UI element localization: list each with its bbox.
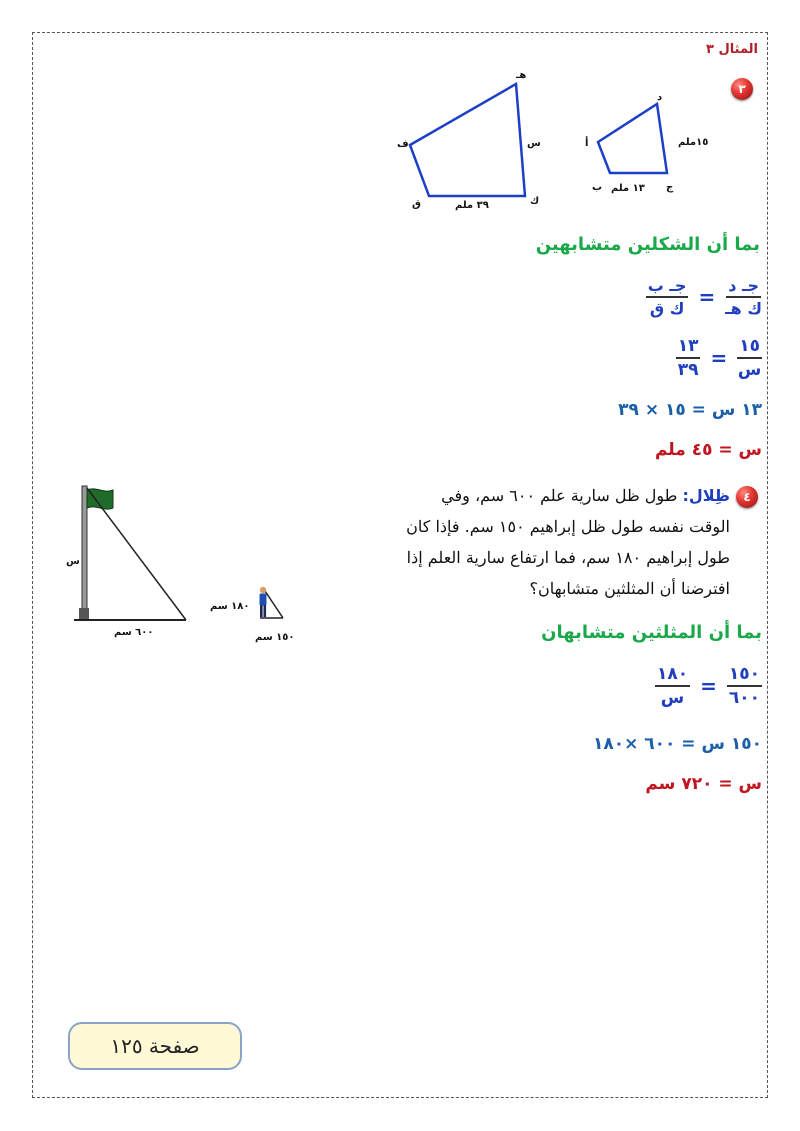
problem-line-3: طول إبراهيم ١٨٠ سم، فما ارتفاع سارية العلم إذا (406, 548, 730, 567)
equals-sign: = (710, 346, 728, 370)
page-number-box (68, 1022, 242, 1070)
vertex-j-label: ج (666, 182, 674, 193)
problem-text (310, 480, 730, 604)
pole-height-label: س (66, 556, 80, 567)
pole-shadow-hypotenuse (87, 488, 186, 620)
small-quadrilateral (598, 104, 667, 173)
problem-line-1: طول ظل سارية علم ٦٠٠ سم، وفي (441, 486, 678, 505)
large-quadrilateral (410, 84, 525, 196)
side-kh-label: س (527, 138, 541, 149)
problem-line-2: الوقت نفسه طول ظل إبراهيم ١٥٠ سم. فإذا كان (406, 517, 730, 536)
problem-answer: س = ٧٢٠ سم (645, 774, 762, 794)
vertex-d-label: د (657, 92, 663, 103)
ratio-row-1 (646, 276, 762, 318)
vertex-q-label: ق (412, 199, 421, 210)
side-jd-label: ١٥ملم (678, 137, 709, 148)
equals-sign: = (700, 674, 717, 698)
vertex-h-label: هـ (516, 70, 527, 81)
flagpole-base (79, 608, 89, 620)
ratio1-right: $\frac{\text{جـ د}}{\text{ك هـ}}$ (725, 276, 762, 318)
side-jb-label: ١٣ ملم (611, 183, 645, 194)
similar-quadrilaterals-figure (380, 70, 720, 220)
person-height-label: ١٨٠ سم (210, 601, 250, 612)
example-number-badge: ٣ (731, 78, 753, 100)
person-shadow-label: ١٥٠ سم (255, 632, 295, 643)
example-title: المثال ٣ (706, 42, 758, 57)
vertex-k-label: ك (530, 196, 540, 207)
pole-shadow-label: ٦٠٠ سم (114, 627, 154, 638)
vertex-a-label: أ (585, 138, 589, 149)
vertex-b-label: ب (592, 182, 603, 193)
problem-statement: بما أن المثلثين متشابهان (541, 622, 762, 643)
problem-ratio-right: $\frac{١٥٠}{٦٠٠}$ (728, 664, 760, 708)
problem-line-4: افترضنا أن المثلثين متشابهان؟ (529, 579, 730, 598)
ratio2-left: $\frac{١٣}{٣٩}$ (677, 336, 699, 380)
flagpole-shadow-figure (60, 478, 310, 638)
problem-ratio-row (655, 664, 762, 708)
ratio-row-2 (676, 336, 762, 380)
example-statement: بما أن الشكلين متشابهين (535, 234, 760, 255)
vertex-f-label: ف (397, 139, 409, 150)
example-answer: س = ٤٥ ملم (654, 440, 762, 460)
problem-keyword: ظِلال: (682, 486, 730, 505)
equals-sign: = (698, 285, 716, 309)
ratio2-right: $\frac{١٥}{\text{س}}$ (737, 336, 762, 380)
flagpole (82, 486, 87, 620)
example-equation: ١٣ س = ١٥ × ٣٩ (618, 400, 762, 420)
problem-ratio-left: $\frac{١٨٠}{\text{س}}$ (656, 664, 689, 708)
page-number-label: صفحة ١٢٥ (110, 1034, 200, 1058)
person-icon (260, 587, 267, 617)
side-kq-label: ٣٩ ملم (455, 200, 489, 211)
problem-equation: ١٥٠ س = ٦٠٠ ×١٨٠ (592, 734, 762, 754)
ratio1-left: $\frac{\text{جـ ب}}{\text{ك ق}}$ (647, 276, 687, 318)
problem-number-badge: ٤ (736, 486, 758, 508)
